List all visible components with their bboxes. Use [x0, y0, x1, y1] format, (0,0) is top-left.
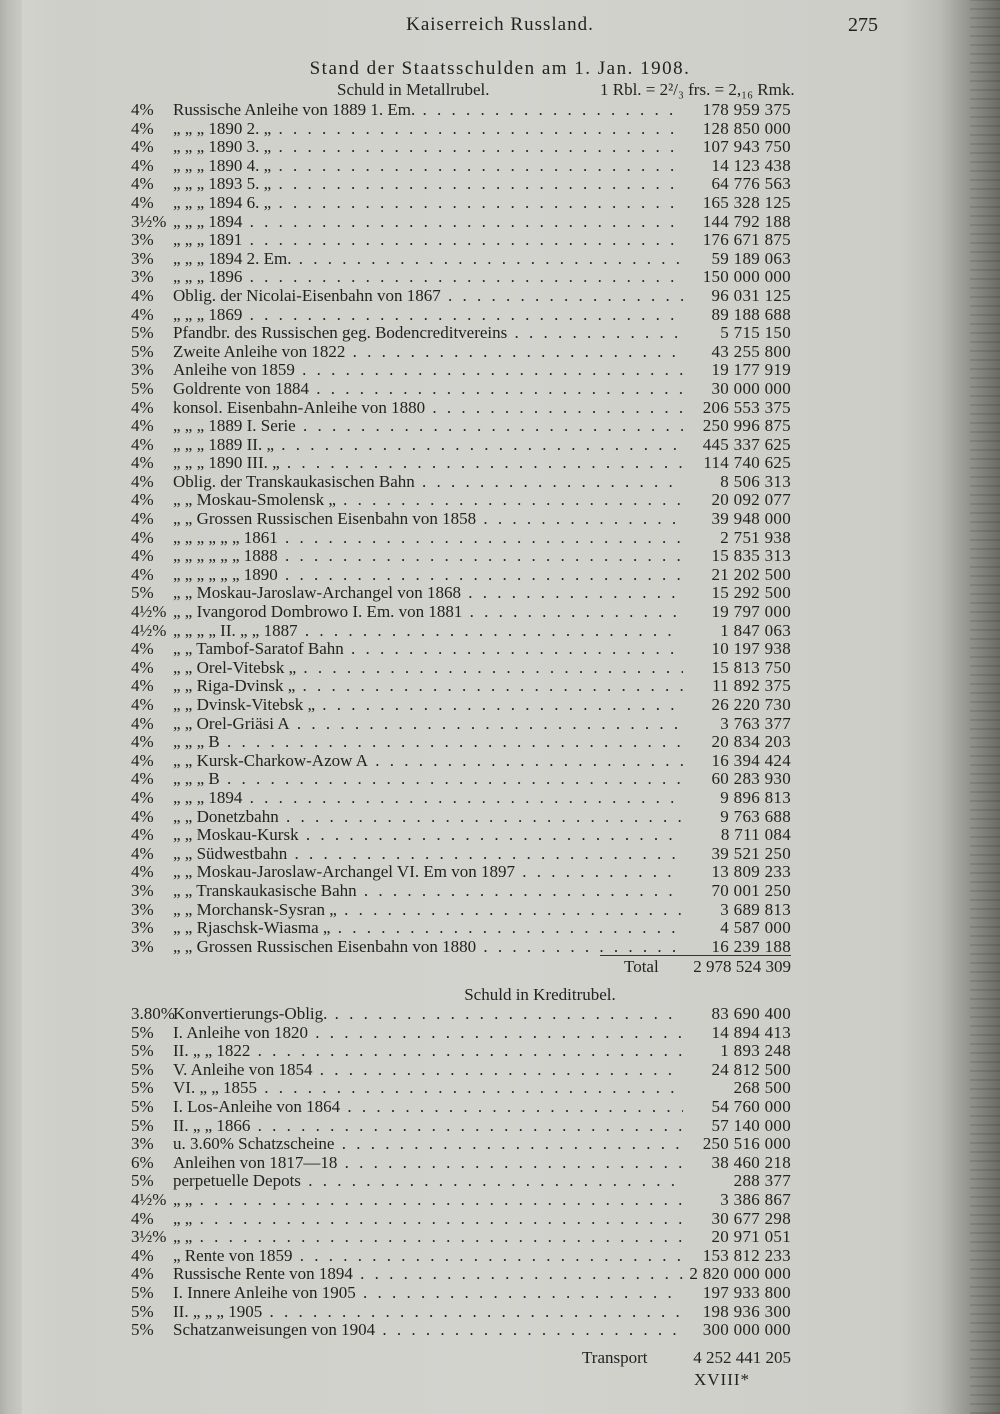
running-title: Kaiserreich Russland. [406, 14, 594, 35]
table-row [131, 808, 791, 827]
amount-cell: 19 177 919 [711, 361, 791, 380]
amount-cell: 30 000 000 [711, 379, 791, 398]
running-header [0, 14, 1000, 42]
table-row [131, 1135, 791, 1154]
table-row [131, 175, 791, 194]
table-row [131, 1172, 791, 1191]
page-edge [970, 0, 1000, 1414]
table-row [131, 770, 791, 789]
description-cell: „ „ „ 1894 . . . [173, 789, 683, 808]
table-row [131, 1098, 791, 1117]
rate-cell: 3% [131, 1135, 154, 1154]
rate-cell: 3.80% [131, 1005, 175, 1023]
rate-cell: 4% [131, 175, 154, 194]
description-cell: Anleihen von 1817—18 . . . [173, 1154, 683, 1173]
table-row [131, 1303, 791, 1322]
amount-cell: 153 812 233 [702, 1246, 791, 1265]
table-row [131, 1061, 791, 1080]
description-cell: „ „ Morchansk-Sysran „ . . . [173, 901, 683, 920]
amount-cell: 96 031 125 [711, 286, 791, 305]
rate-cell: 4% [131, 193, 154, 212]
table-row [131, 138, 791, 157]
rate-cell: 5% [131, 1079, 154, 1098]
rate-cell: 4% [131, 101, 154, 119]
transport-label: Transport [582, 1348, 648, 1367]
description-cell: „ „ „ B . . . [173, 733, 683, 752]
amount-cell: 14 123 438 [711, 156, 791, 175]
credit-subtitle-text: Schuld in Kreditrubel. [464, 985, 616, 1004]
description-cell: „ „ Moskau-Smolensk „ . . . [173, 491, 683, 510]
table-row [131, 268, 791, 287]
table-row [131, 901, 791, 920]
amount-cell: 2 820 000 000 [689, 1265, 791, 1284]
table-row [131, 938, 791, 957]
credit-subtitle [0, 985, 1000, 1005]
table-row [131, 287, 791, 306]
amount-cell: 5 715 150 [720, 324, 791, 343]
amount-cell: 16 394 424 [711, 751, 791, 770]
amount-cell: 268 500 [733, 1079, 791, 1098]
metal-subheader [132, 80, 852, 102]
amount-cell: 128 850 000 [702, 119, 791, 138]
description-cell: „ „ Moskau-Jaroslaw-Archangel von 1868 . . . [173, 584, 683, 603]
description-cell: konsol. Eisenbahn-Anleihe von 1880 . . . [173, 399, 683, 418]
description-cell: „ „ „ 1890 III. „ . . . [173, 454, 683, 473]
rate-cell: 3% [131, 937, 154, 956]
description-cell: „ „ „ 1869 . . . [173, 306, 683, 325]
description-cell: Konvertierungs-Oblig. . . . [173, 1005, 683, 1024]
amount-cell: 10 197 938 [711, 640, 791, 659]
description-cell: „ „ „ 1891 . . . [173, 231, 683, 250]
rate-cell: 3% [131, 900, 154, 919]
table-row [131, 882, 791, 901]
description-cell: „ „ Grossen Russischen Eisenbahn von 1858 . . . [173, 510, 683, 529]
table-row [131, 640, 791, 659]
rate-cell: 4% [131, 138, 154, 157]
metal-subtitle: Schuld in Metallrubel. [337, 80, 490, 99]
description-cell: Pfandbr. des Russischen geg. Bodencreditvereins . . . [173, 324, 683, 343]
amount-cell: 54 760 000 [711, 1097, 791, 1116]
amount-cell: 300 000 000 [702, 1321, 791, 1340]
amount-cell: 38 460 218 [711, 1153, 791, 1172]
amount-cell: 59 189 063 [711, 249, 791, 268]
amount-cell: 445 337 625 [702, 435, 791, 454]
description-cell: „ Rente von 1859 . . . [173, 1247, 683, 1266]
description-cell: „ „ „ „ „ „ 1861 . . . [173, 529, 683, 548]
amount-cell: 1 847 063 [720, 621, 791, 640]
description-cell: „ „ Moskau-Jaroslaw-Archangel VI. Em von 1897 . . . [173, 863, 683, 882]
description-cell: Oblig. der Nicolai-Eisenbahn von 1867 . . . [173, 287, 683, 306]
description-cell: Anleihe von 1859 . . . [173, 361, 683, 380]
amount-cell: 250 516 000 [702, 1135, 791, 1154]
amount-cell: 206 553 375 [702, 398, 791, 417]
table-row [131, 752, 791, 771]
description-cell: „ „ Transkaukasische Bahn . . . [173, 882, 683, 901]
amount-cell: 165 328 125 [702, 193, 791, 212]
rate-cell: 4% [131, 733, 154, 752]
table-row [131, 1247, 791, 1266]
description-cell: Goldrente von 1884 . . . [173, 380, 683, 399]
rate-cell: 4½% [131, 1190, 167, 1209]
table-row [131, 454, 791, 473]
rate-cell: 4% [131, 565, 154, 584]
table-row [131, 417, 791, 436]
table-row [131, 826, 791, 845]
table-row [131, 213, 791, 232]
rate-cell: 4% [131, 751, 154, 770]
table-row [131, 622, 791, 641]
amount-cell: 13 809 233 [711, 863, 791, 882]
amount-cell: 1 893 248 [720, 1042, 791, 1061]
rate-cell: 5% [131, 379, 154, 398]
rate-cell: 4% [131, 844, 154, 863]
rate-cell: 4% [131, 119, 154, 138]
table-row [131, 491, 791, 510]
rate-cell: 4% [131, 658, 154, 677]
rate-cell: 4% [131, 714, 154, 733]
description-cell: „ „ Südwestbahn . . . [173, 845, 683, 864]
rate-cell: 4% [131, 863, 154, 882]
table-row [131, 863, 791, 882]
table-row [131, 919, 791, 938]
rate-cell: 4% [131, 491, 154, 510]
amount-cell: 15 813 750 [711, 658, 791, 677]
description-cell: „ „ . . . [173, 1191, 683, 1210]
description-cell: „ „ . . . [173, 1228, 683, 1247]
amount-cell: 14 894 413 [711, 1023, 791, 1042]
description-cell: I. Anleihe von 1820 . . . [173, 1024, 683, 1043]
table-row [131, 1321, 791, 1340]
total-value: 2 978 524 309 [693, 957, 791, 976]
amount-cell: 150 000 000 [702, 268, 791, 287]
rate-cell: 5% [131, 1097, 154, 1116]
description-cell: „ „ . . . [173, 1210, 683, 1229]
description-cell: Schatzanweisungen von 1904 . . . [173, 1321, 683, 1340]
table-row [131, 1265, 791, 1284]
table-row [131, 120, 791, 139]
amount-cell: 83 690 400 [711, 1005, 791, 1023]
description-cell: „ „ Grossen Russischen Eisenbahn von 1880 . . . [173, 938, 683, 957]
amount-cell: 3 689 813 [720, 900, 791, 919]
amount-cell: 64 776 563 [711, 175, 791, 194]
transport-line [580, 1348, 791, 1370]
description-cell: u. 3.60% Schatzscheine . . . [173, 1135, 683, 1154]
amount-cell: 15 835 313 [711, 547, 791, 566]
amount-cell: 20 971 051 [711, 1228, 791, 1247]
description-cell: V. Anleihe von 1854 . . . [173, 1061, 683, 1080]
table-row [131, 566, 791, 585]
rate-cell: 4% [131, 547, 154, 566]
page-number: 275 [848, 14, 878, 36]
rate-cell: 4% [131, 807, 154, 826]
amount-cell: 15 292 500 [711, 584, 791, 603]
rate-cell: 5% [131, 1042, 154, 1061]
rate-cell: 5% [131, 342, 154, 361]
amount-cell: 20 092 077 [711, 491, 791, 510]
description-cell: „ „ „ 1894 6. „ . . . [173, 194, 683, 213]
description-cell: „ „ Rjaschsk-Wiasma „ . . . [173, 919, 683, 938]
amount-cell: 39 521 250 [711, 844, 791, 863]
amount-cell: 39 948 000 [711, 510, 791, 529]
table-row [131, 677, 791, 696]
amount-cell: 21 202 500 [711, 565, 791, 584]
description-cell: Russische Anleihe von 1889 1. Em. . . . [173, 101, 683, 120]
rate-cell: 4% [131, 770, 154, 789]
description-cell: „ „ Donetzbahn . . . [173, 808, 683, 827]
amount-cell: 3 386 867 [720, 1190, 791, 1209]
description-cell: „ „ „ B . . . [173, 770, 683, 789]
amount-cell: 60 283 930 [711, 770, 791, 789]
description-cell: „ „ „ „ „ „ 1890 . . . [173, 566, 683, 585]
table-row [131, 696, 791, 715]
amount-cell: 3 763 377 [720, 714, 791, 733]
metal-total [600, 955, 791, 978]
exchange-rate: 1 Rbl. = 2²/₃ frs. = 2,₁₆ Rmk. [600, 80, 795, 99]
table-row [131, 380, 791, 399]
table-row [131, 324, 791, 343]
amount-cell: 19 797 000 [711, 603, 791, 622]
rate-cell: 4% [131, 435, 154, 454]
rate-cell: 4% [131, 417, 154, 436]
description-cell: „ „ „ 1894 . . . [173, 213, 683, 232]
table-row [131, 194, 791, 213]
description-cell: „ „ Orel-Griäsi A . . . [173, 715, 683, 734]
description-cell: „ „ „ 1894 2. Em. . . . [173, 250, 683, 269]
amount-cell: 114 740 625 [703, 454, 791, 473]
amount-cell: 9 763 688 [720, 807, 791, 826]
rate-cell: 5% [131, 1283, 154, 1302]
description-cell: „ „ „ 1893 5. „ . . . [173, 175, 683, 194]
transport-value: 4 252 441 205 [693, 1348, 791, 1367]
amount-cell: 250 996 875 [702, 417, 791, 436]
amount-cell: 70 001 250 [711, 881, 791, 900]
book-spine-shadow [0, 0, 22, 1414]
table-row [131, 473, 791, 492]
rate-cell: 3½% [131, 212, 167, 231]
rate-cell: 5% [131, 324, 154, 343]
table-row [131, 1005, 791, 1024]
description-cell: II. „ „ 1822 . . . [173, 1042, 683, 1061]
description-cell: „ „ Dvinsk-Vitebsk „ . . . [173, 696, 683, 715]
description-cell: perpetuelle Depots . . . [173, 1172, 683, 1191]
description-cell: „ „ „ 1890 2. „ . . . [173, 120, 683, 139]
rate-cell: 4% [131, 1246, 154, 1265]
rate-cell: 4% [131, 1209, 154, 1228]
rate-cell: 4% [131, 472, 154, 491]
rate-cell: 3% [131, 231, 154, 250]
table-row [131, 789, 791, 808]
rate-cell: 4% [131, 696, 154, 714]
description-cell: „ „ „ 1889 I. Serie . . . [173, 417, 683, 436]
rate-cell: 4½% [131, 603, 167, 622]
rate-cell: 4% [131, 528, 154, 547]
table-row [131, 529, 791, 548]
amount-cell: 107 943 750 [702, 138, 791, 157]
description-cell: II. „ „ „ 1905 . . . [173, 1303, 683, 1322]
description-cell: Zweite Anleihe von 1822 . . . [173, 343, 683, 362]
table-row [131, 157, 791, 176]
metal-debt-table [131, 101, 791, 956]
description-cell: „ „ „ 1889 II. „ . . . [173, 436, 683, 455]
amount-cell: 89 188 688 [711, 305, 791, 324]
description-cell: „ „ „ 1890 4. „ . . . [173, 157, 683, 176]
description-cell: „ „ Moskau-Kursk . . . [173, 826, 683, 845]
rate-cell: 5% [131, 1172, 154, 1191]
table-row [131, 250, 791, 269]
table-row [131, 547, 791, 566]
amount-cell: 198 936 300 [702, 1302, 791, 1321]
amount-cell: 57 140 000 [711, 1116, 791, 1135]
description-cell: „ „ „ 1896 . . . [173, 268, 683, 287]
amount-cell: 8 711 084 [720, 826, 791, 845]
rate-cell: 3% [131, 249, 154, 268]
amount-cell: 16 239 188 [711, 937, 791, 956]
table-row [131, 1117, 791, 1136]
description-cell: „ „ „ 1890 3. „ . . . [173, 138, 683, 157]
rate-cell: 4% [131, 788, 154, 807]
table-row [131, 584, 791, 603]
amount-cell: 8 506 313 [720, 472, 791, 491]
rate-cell: 5% [131, 1023, 154, 1042]
rate-cell: 4½% [131, 621, 167, 640]
table-row [131, 1154, 791, 1173]
table-row [131, 733, 791, 752]
rate-cell: 4% [131, 1265, 154, 1284]
rate-cell: 4% [131, 510, 154, 529]
table-row [131, 603, 791, 622]
table-row [131, 510, 791, 529]
amount-cell: 197 933 800 [702, 1283, 791, 1302]
description-cell: Russische Rente von 1894 . . . [173, 1265, 683, 1284]
rate-cell: 5% [131, 1060, 154, 1079]
credit-debt-table [131, 1005, 791, 1340]
table-row [131, 231, 791, 250]
amount-cell: 2 751 938 [720, 528, 791, 547]
rate-cell: 3% [131, 361, 154, 380]
table-row [131, 1284, 791, 1303]
table-row [131, 715, 791, 734]
amount-cell: 20 834 203 [711, 733, 791, 752]
description-cell: „ „ „ „ „ „ 1888 . . . [173, 547, 683, 566]
table-row [131, 361, 791, 380]
rate-cell: 5% [131, 1116, 154, 1135]
rate-cell: 4% [131, 454, 154, 473]
table-row [131, 306, 791, 325]
rate-cell: 4% [131, 640, 154, 659]
table-row [131, 1042, 791, 1061]
rate-cell: 4% [131, 398, 154, 417]
table-row [131, 343, 791, 362]
description-cell: I. Innere Anleihe von 1905 . . . [173, 1284, 683, 1303]
amount-cell: 24 812 500 [711, 1060, 791, 1079]
amount-cell: 178 959 375 [702, 101, 791, 119]
rate-cell: 4% [131, 826, 154, 845]
amount-cell: 144 792 188 [702, 212, 791, 231]
amount-cell: 11 892 375 [712, 677, 791, 696]
table-row [131, 1024, 791, 1043]
rate-cell: 5% [131, 1321, 154, 1340]
rate-cell: 3% [131, 268, 154, 287]
description-cell: VI. „ „ 1855 . . . [173, 1079, 683, 1098]
description-cell: „ „ Tambof-Saratof Bahn . . . [173, 640, 683, 659]
total-label: Total [624, 957, 659, 976]
description-cell: „ „ Kursk-Charkow-Azow A . . . [173, 752, 683, 771]
section-title: Stand der Staatsschulden am 1. Jan. 1908. [309, 58, 691, 79]
rate-cell: 4% [131, 286, 154, 305]
description-cell: Oblig. der Transkaukasischen Bahn . . . [173, 473, 683, 492]
description-cell: „ „ Orel-Vitebsk „ . . . [173, 659, 683, 678]
rate-cell: 3% [131, 881, 154, 900]
table-row [131, 845, 791, 864]
amount-cell: 4 587 000 [720, 919, 791, 938]
rate-cell: 4% [131, 156, 154, 175]
rate-cell: 4% [131, 305, 154, 324]
amount-cell: 30 677 298 [711, 1209, 791, 1228]
table-row [131, 1210, 791, 1229]
description-cell: II. „ „ 1866 . . . [173, 1117, 683, 1136]
table-row [131, 1079, 791, 1098]
rate-cell: 4% [131, 677, 154, 696]
description-cell: „ „ „ „ II. „ „ 1887 . . . [173, 622, 683, 641]
description-cell: I. Los-Anleihe von 1864 . . . [173, 1098, 683, 1117]
signature-mark: XVIII* [694, 1370, 751, 1389]
rate-cell: 3% [131, 919, 154, 938]
table-row [131, 399, 791, 418]
rate-cell: 6% [131, 1153, 154, 1172]
rate-cell: 3½% [131, 1228, 167, 1247]
description-cell: „ „ Ivangorod Dombrowo I. Em. von 1881 . . . [173, 603, 683, 622]
table-row [131, 101, 791, 120]
amount-cell: 9 896 813 [720, 788, 791, 807]
table-row [131, 1228, 791, 1247]
table-row [131, 1191, 791, 1210]
rate-cell: 5% [131, 584, 154, 603]
amount-cell: 43 255 800 [711, 342, 791, 361]
amount-cell: 176 671 875 [702, 231, 791, 250]
amount-cell: 288 377 [733, 1172, 791, 1191]
amount-cell: 26 220 730 [711, 696, 791, 714]
rate-cell: 5% [131, 1302, 154, 1321]
table-row [131, 659, 791, 678]
table-row [131, 436, 791, 455]
description-cell: „ „ Riga-Dvinsk „ . . . [173, 677, 683, 696]
